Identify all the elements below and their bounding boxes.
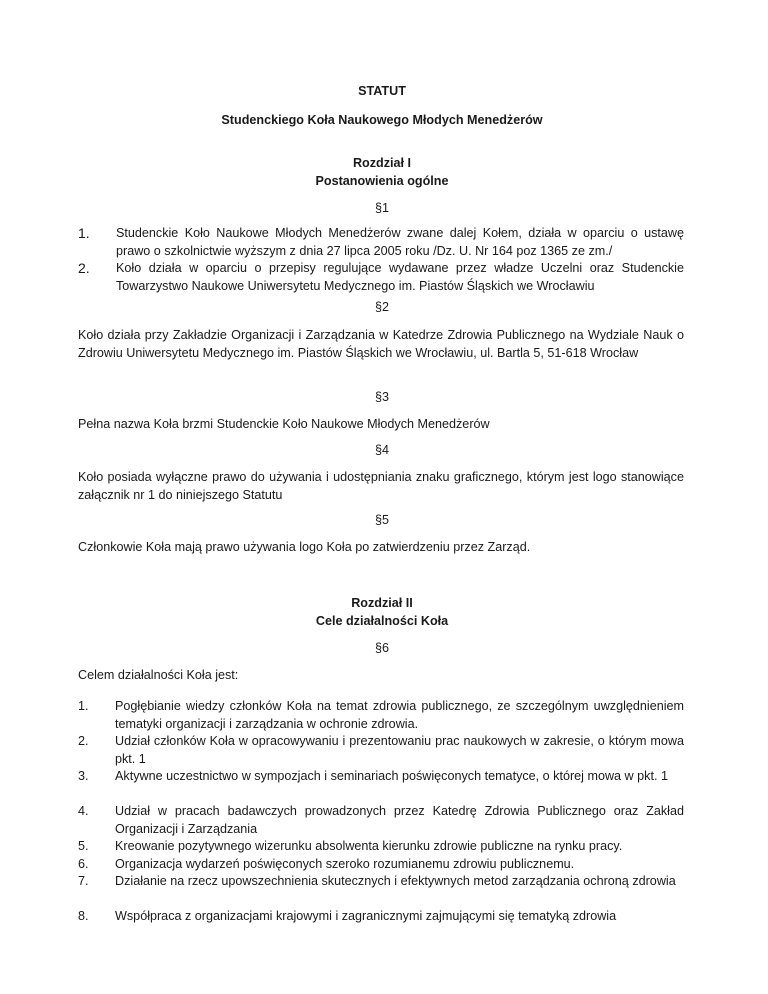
section-3-text: Pełna nazwa Koła brzmi Studenckie Koło Naukowe Młodych Menedżerów [78,417,490,431]
list-item-text: Pogłębianie wiedzy członków Koła na temat zdrowia publicznego, ze szczególnym uwzględnieniem tematyki organizacji i zarządzania w ochronie zdrowia. [115,699,684,731]
section-4-label: §4 [374,443,389,457]
list-item [78,803,684,838]
document-subtitle: Studenckiego Koła Naukowego Młodych Menedżerów [221,113,543,127]
list-item-number: 3. [78,769,89,783]
list-item [78,873,684,891]
section-5-text: Członkowie Koła mają prawo używania logo Koła po zatwierdzeniu przez Zarząd. [78,540,531,554]
list-item [78,260,684,295]
list-item [78,698,684,733]
section-4-text: Koło posiada wyłączne prawo do używania i udostępniania znaku graficznego, którym jest logo stanowiące załącznik nr 1 do niniejszego Statutu [78,470,684,502]
section-5-label: §5 [374,513,389,527]
section-6-label: §6 [374,641,389,655]
section-2-label: §2 [374,300,389,314]
list-item-text: Współpraca z organizacjami krajowymi i zagranicznymi zajmującymi się tematyką zdrowia [115,909,617,923]
list-item [78,768,684,786]
list-item [78,908,684,926]
list-item-text: Aktywne uczestnictwo w sympozjach i seminariach poświęconych tematyce, o której mowa w pkt. 1 [115,769,668,783]
list-item [78,225,684,260]
chapter2-heading: Rozdział II [351,596,413,610]
list-item-number: 1. [78,225,90,241]
list-item-text: Organizacja wydarzeń poświęconych szeroko rozumianemu zdrowiu publicznemu. [115,857,575,871]
list-item-number: 5. [78,839,89,853]
list-item-number: 1. [78,699,89,713]
list-item-text: Studenckie Koło Naukowe Młodych Menedżerów zwane dalej Kołem, działa w oparciu o ustawę prawo o szkolnictwie wyższym z dnia 27 lipca 2005 roku /Dz. U. Nr 164 poz 1365 ze zm./ [116,226,684,258]
list-item-number: 8. [78,909,89,923]
list-item-text: Udział w pracach badawczych prowadzonych przez Katedrę Zdrowia Publicznego oraz Zakład Organizacji i Zarządzania [115,804,684,836]
list-item-text: Kreowanie pozytywnego wizerunku absolwenta kierunku zdrowie publiczne na rynku pracy. [115,839,623,853]
list-item-number: 2. [78,260,90,276]
chapter1-subheading: Postanowienia ogólne [315,174,449,188]
list-item-text: Koło działa w oparciu o przepisy regulujące wydawane przez władze Uczelni oraz Studenckie Towarzystwo Naukowe Uniwersytetu Medycznego im. Piastów Śląskich we Wrocławiu [116,261,684,293]
chapter1-heading: Rozdział I [352,156,412,170]
section-2-text: Koło działa przy Zakładzie Organizacji i Zarządzania w Katedrze Zdrowia Publicznego na Wydziale Nauk o Zdrowiu Uniwersytetu Medycznego im. Piastów Śląskich we Wrocławiu, ul. Bartla 5, 51-618 Wrocław [78,328,684,360]
list-item-number: 4. [78,804,89,818]
list-item-number: 6. [78,857,89,871]
section-3-label: §3 [374,390,389,404]
section-1-label: §1 [374,201,389,215]
list-item-text: Działanie na rzecz upowszechnienia skutecznych i efektywnych metod zarządzania ochroną zdrowia [115,874,676,888]
list-item [78,838,684,856]
list-item [78,856,684,874]
list-item-text: Udział członków Koła w opracowywaniu i prezentowaniu prac naukowych w zakresie, o którym mowa pkt. 1 [115,734,684,766]
list-item-number: 7. [78,874,89,888]
list-item [78,733,684,768]
chapter2-subheading: Cele działalności Koła [315,614,449,628]
list-item-number: 2. [78,734,89,748]
section-6-intro: Celem działalności Koła jest: [78,668,239,682]
document-title: STATUT [358,84,406,98]
